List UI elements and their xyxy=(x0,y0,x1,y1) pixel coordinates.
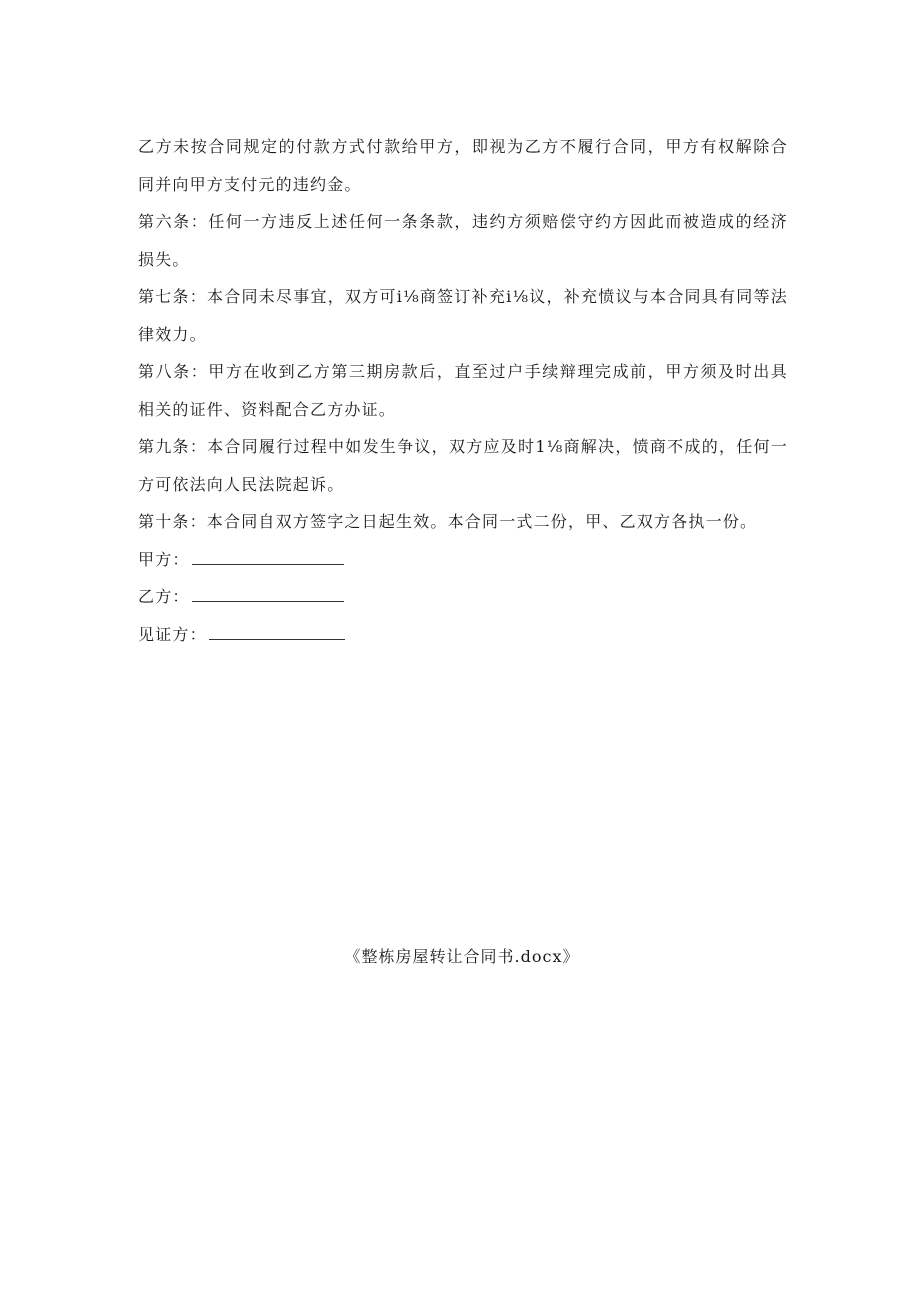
signature-party-b-blank xyxy=(192,587,344,602)
paragraph-breach-payment: 乙方未按合同规定的付款方式付款给甲方，即视为乙方不履行合同，甲方有权解除合同并向甲方支付元的违约金。 xyxy=(138,137,788,194)
signature-party-b xyxy=(138,578,788,616)
signature-witness-blank xyxy=(209,625,345,640)
signature-party-b-label: 乙方： xyxy=(138,587,190,606)
paragraph-article-10: 第十条：本合同自双方签字之日起生效。本合同一式二份，甲、乙双方各执一份。 xyxy=(138,512,758,531)
paragraph-article-9: 第九条：本合同履行过程中如发生争议，双方应及时1⅛商解决，愤商不成的，任何一方可依法向人民法院起诉。 xyxy=(138,437,788,494)
document-body xyxy=(138,128,788,653)
signature-party-a-label: 甲方： xyxy=(138,549,190,569)
document-footer-title: 《整栋房屋转让合同书.docx》 xyxy=(344,947,580,966)
paragraph-article-6: 第六条：任何一方违反上述任何一条条款，违约方须赔偿守约方因此而被造成的经济损失。 xyxy=(138,212,788,269)
signature-witness xyxy=(138,616,788,654)
paragraph-article-8: 第八条：甲方在收到乙方第三期房款后，直至过户手续辩理完成前，甲方须及时出具相关的证件、资料配合乙方办证。 xyxy=(138,362,788,419)
signature-party-a-blank xyxy=(192,550,344,565)
signature-party-a xyxy=(138,541,788,579)
paragraph-article-7: 第七条：本合同未尽事宜，双方可i⅛商签订补充i⅛议，补充愤议与本合同具有同等法律效力。 xyxy=(138,287,788,344)
signature-witness-label: 见证方： xyxy=(138,624,207,644)
